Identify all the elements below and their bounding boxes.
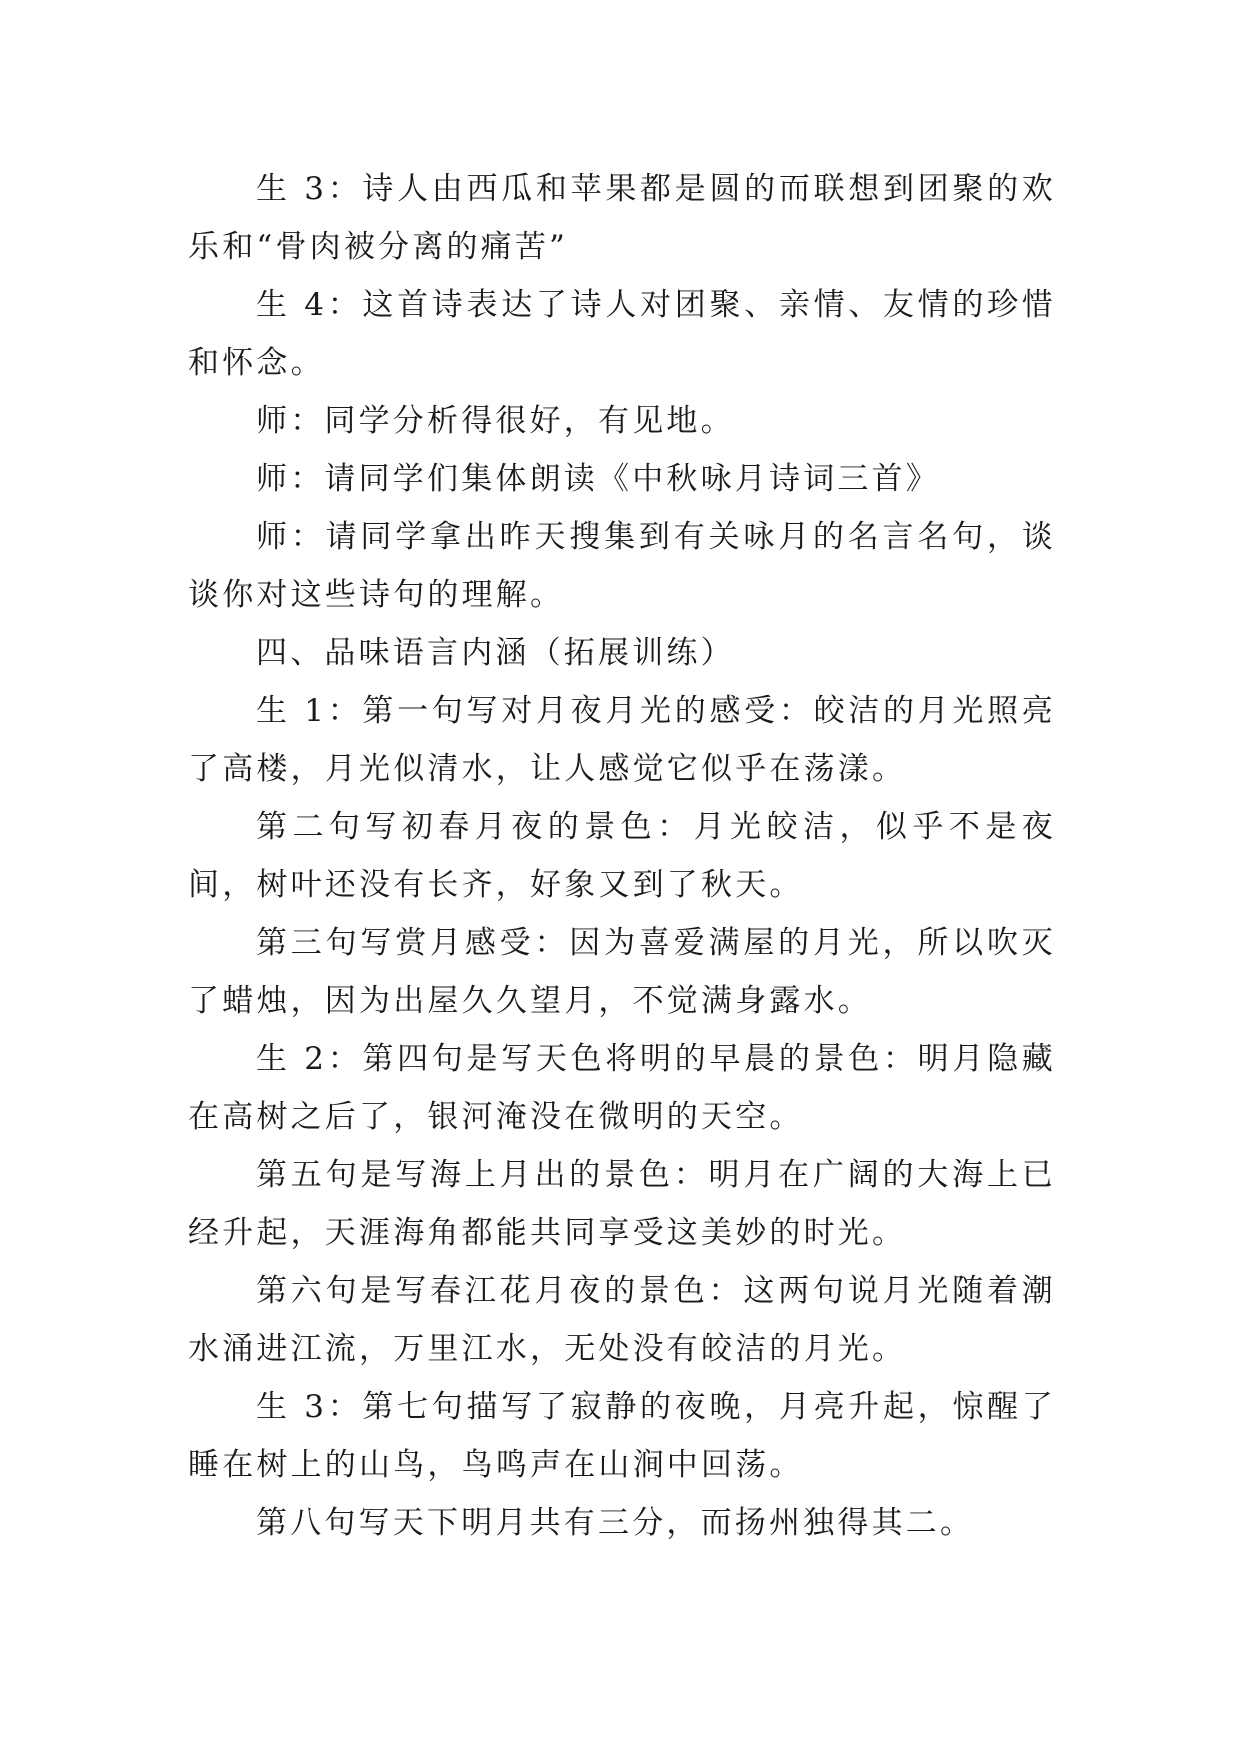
paragraph: 师：请同学们集体朗读《中秋咏月诗词三首》 [256, 461, 940, 497]
paragraph: 第八句写天下明月共有三分，而扬州独得其二。 [256, 1505, 975, 1541]
paragraph: 生 1：第一句写对月夜月光的感受：皎洁的月光照亮了高楼，月光似清水，让人感觉它似乎在荡漾。 [188, 693, 1056, 787]
paragraph: 师：请同学拿出昨天搜集到有关咏月的名言名句，谈谈你对这些诗句的理解。 [188, 519, 1056, 613]
section-heading: 四、品味语言内涵（拓展训练） [256, 635, 735, 671]
paragraph: 生 3：第七句描写了寂静的夜晚，月亮升起，惊醒了睡在树上的山鸟，鸟鸣声在山涧中回荡。 [188, 1389, 1056, 1483]
paragraph: 第五句是写海上月出的景色：明月在广阔的大海上已经升起，天涯海角都能共同享受这美妙的时光。 [188, 1157, 1056, 1251]
paragraph: 师：同学分析得很好，有见地。 [256, 403, 735, 439]
paragraph: 生 4：这首诗表达了诗人对团聚、亲情、友情的珍惜和怀念。 [188, 287, 1056, 381]
paragraph: 生 2：第四句是写天色将明的早晨的景色：明月隐藏在高树之后了，银河淹没在微明的天空。 [188, 1041, 1056, 1135]
paragraph: 生 3：诗人由西瓜和苹果都是圆的而联想到团聚的欢乐和“骨肉被分离的痛苦” [188, 171, 1056, 265]
paragraph: 第六句是写春江花月夜的景色：这两句说月光随着潮水涌进江流，万里江水，无处没有皎洁的月光。 [188, 1273, 1056, 1367]
paragraph: 第二句写初春月夜的景色：月光皎洁，似乎不是夜间，树叶还没有长齐，好象又到了秋天。 [188, 809, 1056, 903]
paragraph: 第三句写赏月感受：因为喜爱满屋的月光，所以吹灭了蜡烛，因为出屋久久望月，不觉满身露水。 [188, 925, 1056, 1019]
document-body [188, 160, 1056, 1552]
